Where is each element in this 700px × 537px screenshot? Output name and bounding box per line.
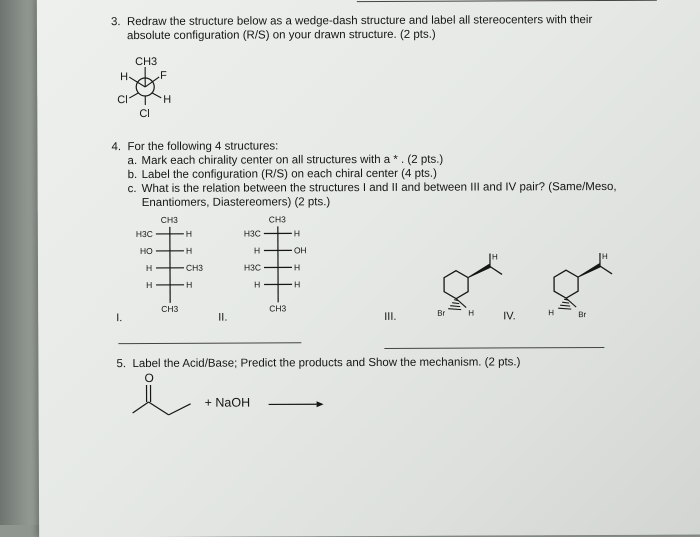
newman-projection	[107, 53, 187, 123]
structure-iii-numeral: III.	[384, 310, 396, 324]
fischer-i-bottom: CH3	[161, 304, 178, 314]
q4-intro: For the following 4 structures:	[127, 139, 278, 154]
fischer-ii-bottom: CH3	[269, 303, 286, 313]
fischer-i-top: CH3	[161, 215, 178, 225]
q5-text: Label the Acid/Base; Predict the products and Show the mechanism. (2 pts.)	[132, 355, 520, 371]
newman-back-right: H	[163, 94, 171, 106]
background-shadow	[0, 0, 40, 525]
structure-iv-h-bottom: H	[548, 308, 554, 317]
fischer-i-row4-left: H	[146, 280, 152, 290]
newman-back-left: Cl	[117, 94, 127, 106]
carbonyl-oxygen: O	[144, 371, 153, 385]
fischer-i-row1-right: H	[186, 229, 192, 239]
worksheet-page	[37, 0, 700, 537]
q3-line-2: absolute configuration (R/S) on your drawn structure. (2 pts.)	[127, 28, 436, 43]
fischer-i-row2-left: HO	[140, 246, 153, 256]
q4-item-b-text: Label the configuration (R/S) on each chiral center (4 pts.)	[142, 167, 437, 182]
fischer-i-row1-left: H3C	[136, 229, 153, 239]
newman-back-bottom: Cl	[139, 108, 149, 120]
q3-number: 3.	[111, 15, 121, 29]
fischer-ii-row3-right: H	[294, 262, 300, 272]
fischer-structure-ii	[232, 212, 342, 322]
structure-iv-h-top: H	[602, 252, 608, 261]
newman-front-right: F	[160, 70, 167, 82]
fischer-ii-row2-left: H	[254, 245, 260, 255]
structure-ii-numeral: II.	[218, 311, 227, 325]
q4-item-c-text: What is the relation between the structures I and II and between III and IV pair? (Same/Meso,	[142, 180, 617, 196]
fischer-ii-top: CH3	[269, 214, 286, 224]
fischer-i-row4-right: H	[186, 280, 192, 290]
fischer-i-row2-right: H	[186, 246, 192, 256]
structure-iii-br: Br	[437, 309, 445, 318]
structure-iv-br: Br	[578, 310, 586, 319]
newman-front-top: CH3	[135, 56, 157, 68]
q4-item-a-text: Mark each chirality center on all structures with a * . (2 pts.)	[142, 153, 444, 168]
q4-item-a-label: a.	[128, 154, 138, 168]
fischer-ii-row1-left: H3C	[244, 228, 261, 238]
q3-line-1: Redraw the structure below as a wedge-dash structure and label all stereocenters with their	[127, 13, 592, 29]
fischer-ii-row1-right: H	[294, 228, 300, 238]
structure-iv-numeral: IV.	[503, 309, 516, 323]
fischer-i-row3-right: CH3	[186, 263, 203, 273]
q4-number: 4.	[111, 140, 121, 154]
fischer-ii-row3-left: H3C	[244, 262, 261, 272]
cyclohexane-structure-iii	[408, 245, 508, 325]
reaction-arrow	[267, 398, 327, 410]
structure-i-numeral: I.	[116, 311, 122, 325]
q4-item-b-label: b.	[128, 168, 138, 182]
top-divider	[357, 0, 657, 2]
fischer-ii-row4-right: H	[294, 279, 300, 289]
newman-front-left: H	[120, 71, 128, 83]
q4-item-c-continued: Enantiomers, Diastereomers) (2 pts.)	[142, 195, 331, 210]
fischer-structure-i	[124, 213, 224, 323]
structure-iii-h-bottom: H	[468, 309, 474, 318]
q5-number: 5.	[116, 357, 126, 371]
reagent-naoh: + NaOH	[205, 396, 251, 410]
fischer-ii-row2-right: OH	[294, 245, 307, 255]
answer-line-left	[118, 342, 301, 344]
structure-iii-h-top: H	[492, 252, 498, 261]
answer-line-right	[384, 347, 604, 349]
fischer-i-row3-left: H	[146, 263, 152, 273]
q4-item-c-label: c.	[128, 182, 137, 196]
fischer-ii-row4-left: H	[254, 279, 260, 289]
cyclohexane-structure-iv	[518, 245, 628, 325]
